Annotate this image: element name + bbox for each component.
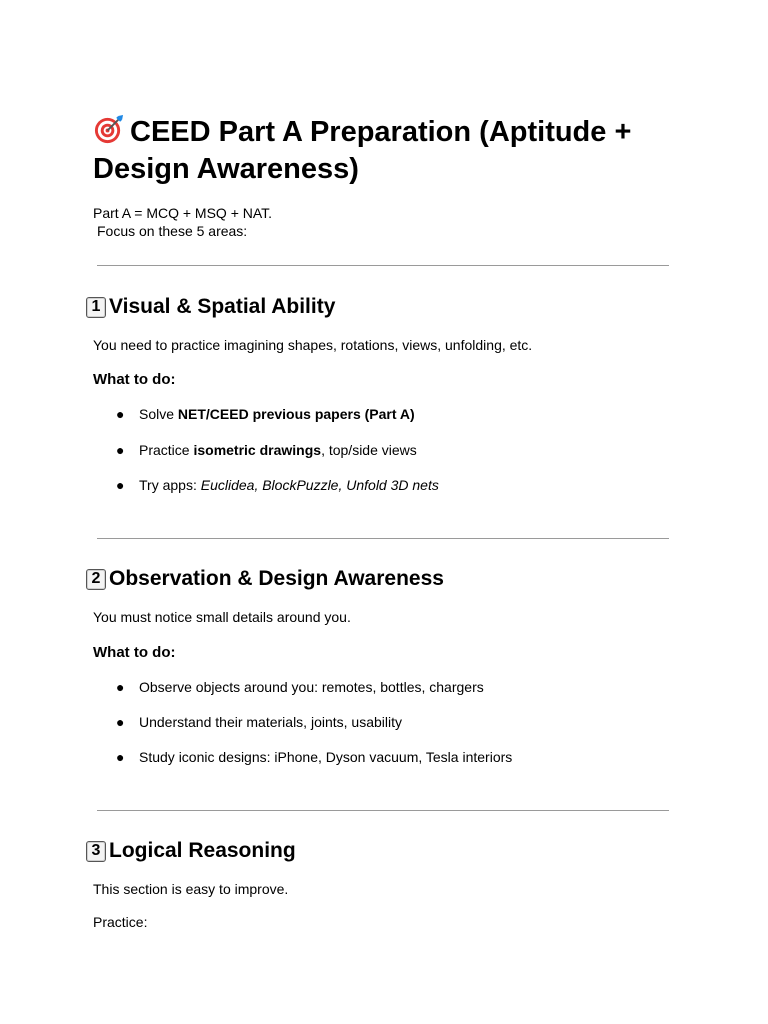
bullet-text: Understand their materials, joints, usability xyxy=(139,714,403,730)
bullet-bold-text: NET/CEED previous papers (Part A) xyxy=(177,406,415,422)
target-icon xyxy=(93,114,124,145)
intro-line-1: Part A = MCQ + MSQ + NAT. xyxy=(93,205,273,221)
keycap-number-icon: 1 xyxy=(86,297,106,318)
bullet-text: , top/side views xyxy=(321,442,417,458)
page-title xyxy=(93,114,693,188)
section-subheading: What to do: xyxy=(93,644,176,661)
bullet-italic-text: Euclidea, BlockPuzzle, Unfold 3D nets xyxy=(200,477,439,493)
section-description: You need to practice imagining shapes, rotations, views, unfolding, etc. xyxy=(93,337,533,353)
bullet-icon: ● xyxy=(116,714,125,730)
section-heading-text: Visual & Spatial Ability xyxy=(109,295,336,318)
section-heading-text: Observation & Design Awareness xyxy=(109,567,444,590)
bullet-icon: ● xyxy=(116,679,125,695)
bullet-text: Study iconic designs: iPhone, Dyson vacuum, Tesla interiors xyxy=(139,749,513,765)
page-title-text: CEED Part A Preparation (Aptitude + Design Awareness) xyxy=(93,116,632,185)
section-heading-text: Logical Reasoning xyxy=(109,839,296,862)
bullet-icon: ● xyxy=(116,477,125,493)
divider xyxy=(97,538,669,539)
bullet-icon: ● xyxy=(116,442,125,458)
section-description: This section is easy to improve. xyxy=(93,881,289,897)
divider xyxy=(97,265,669,266)
section-heading-3 xyxy=(86,838,296,864)
keycap-number-icon: 3 xyxy=(86,841,106,862)
bullet-icon: ● xyxy=(116,749,125,765)
keycap-number-icon: 2 xyxy=(86,569,106,590)
section-heading-1 xyxy=(86,294,335,320)
divider xyxy=(97,810,669,811)
section-description: You must notice small details around you. xyxy=(93,609,351,625)
bullet-text: Observe objects around you: remotes, bottles, chargers xyxy=(139,679,484,695)
section-subheading: Practice: xyxy=(93,914,148,930)
bullet-icon: ● xyxy=(116,406,125,422)
bullet-text: Try apps: xyxy=(139,477,201,493)
section-subheading: What to do: xyxy=(93,371,176,388)
intro-block xyxy=(93,204,272,240)
bullet-bold-text: isometric drawings xyxy=(193,442,322,458)
intro-line-2: Focus on these 5 areas: xyxy=(97,223,248,239)
bullet-text: Solve xyxy=(139,406,178,422)
bullet-text: Practice xyxy=(139,442,194,458)
section-heading-2 xyxy=(86,566,444,592)
